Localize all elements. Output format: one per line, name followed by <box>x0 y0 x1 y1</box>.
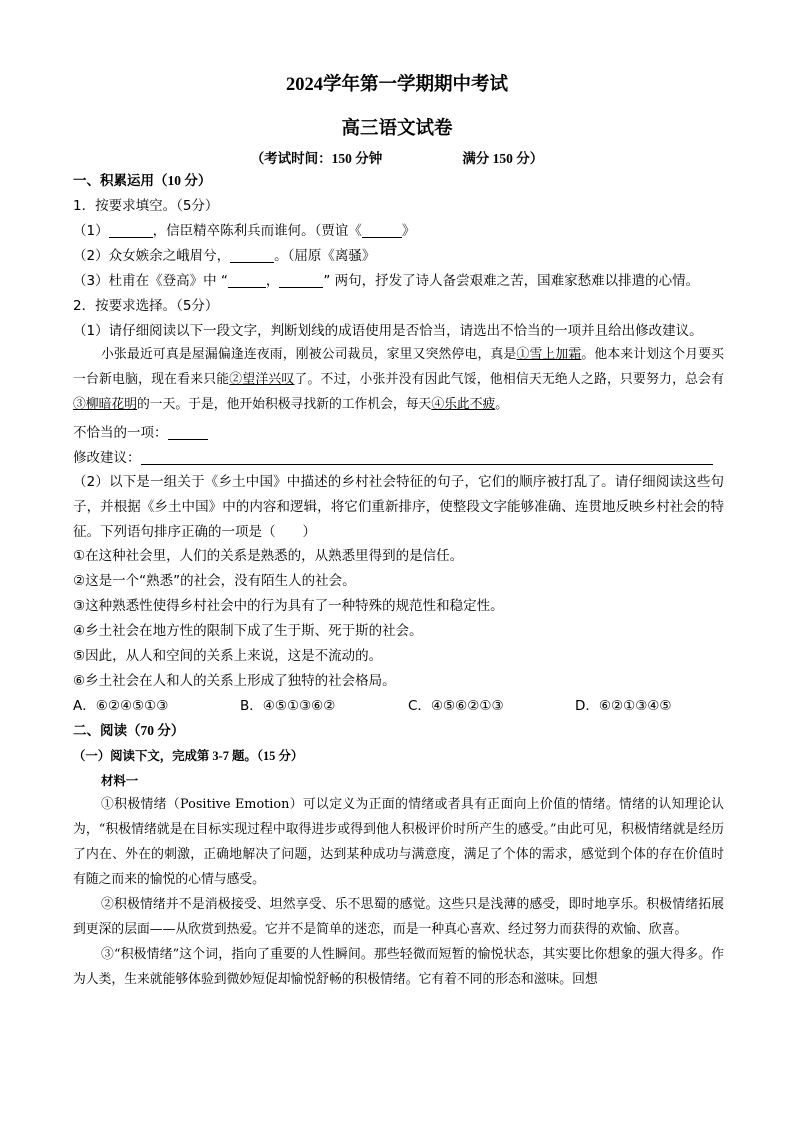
exam-time: （考试时间：150 分钟 <box>250 151 383 166</box>
sentence-6: ⑥乡土社会在人和人的关系上形成了独特的社会格局。 <box>73 673 396 689</box>
sentence-4: ④乡土社会在地方性的限制下成了生于斯、死于斯的社会。 <box>73 623 423 639</box>
option-d[interactable]: D．⑥②①③④⑤ <box>575 698 672 714</box>
q1-item1: （1） ，信臣精卒陈利兵而谁何。（贾谊《 》 <box>73 223 416 239</box>
paragraph-2: ②积极情绪并不是消极接受、坦然享受、乐不思蜀的感觉。这些只是浅薄的感受，即时地享乐。积极情绪拓展到更深的层面——从欣赏到热爱。它并不是简单的迷恋，而是一种真心喜欢、经过努力而获得的欢愉、欣喜。 <box>73 897 724 937</box>
idiom-1: ①雪上加霜 <box>516 347 582 361</box>
answer-blank[interactable] <box>168 425 208 440</box>
option-a[interactable]: A．⑥②④⑤①③ <box>73 698 169 714</box>
answer-blank[interactable] <box>141 450 713 465</box>
answer-blank[interactable] <box>109 223 153 238</box>
sentence-3: ③这种熟悉性使得乡村社会中的行为具有了一种特殊的规范性和稳定性。 <box>73 598 504 614</box>
material-label: 材料一 <box>101 774 139 788</box>
exam-title: 2024学年第一学期期中考试 <box>285 75 508 95</box>
material-passage <box>73 792 724 992</box>
q1-item3: （3）杜甫在《登高》中 “ ， ” 两句，抒发了诗人备尝艰难之苦，国难家愁难以排遣的心情。 <box>73 273 700 289</box>
answer-blank[interactable] <box>362 223 402 238</box>
paragraph-3: ③“积极情绪”这个词，指向了重要的人性瞬间。那些轻微而短暂的愉悦状态，其实要比你想象的强大得多。作为人类，生来就能够体验到微妙短促却愉悦舒畅的积极情绪。它有着不同的形态和滋味。回想 <box>73 947 724 987</box>
section1-heading: 一、积累运用（10 分） <box>73 173 212 188</box>
q2-part1-prompt: （1）请仔细阅读以下一段文字，判断划线的成语使用是否恰当，请选出不恰当的一项并且给出修改建议。 <box>73 323 703 339</box>
q1-prompt: 1．按要求填空。（5分） <box>73 198 219 214</box>
revise-line: 修改建议： <box>73 449 713 467</box>
q2-prompt: 2．按要求选择。（5分） <box>73 298 219 314</box>
idiom-2: ②望洋兴叹 <box>229 372 295 386</box>
q2-part2-prompt: （2）以下是一组关于《乡土中国》中描述的乡村社会特征的句子，它们的顺序被打乱了。请仔细阅读这些句子，并根据《乡土中国》中的内容和逻辑，将它们重新排序，使整段文字能够准确、连贯地反映乡村社会的特征。下列语句排序正确的一项是（ ） <box>73 474 724 540</box>
sentence-1: ①在这种社会里，人们的关系是熟悉的，从熟悉里得到的是信任。 <box>73 548 464 564</box>
answer-blank[interactable] <box>228 273 266 288</box>
option-c[interactable]: C．④⑤⑥②①③ <box>408 698 504 714</box>
q1-item2: （2）众女嫉余之峨眉兮， 。（屈原《离骚》 <box>73 248 376 264</box>
paragraph-1: ①积极情绪（Positive Emotion）可以定义为正面的情绪或者具有正面向上价值的情绪。情绪的认知理论认为，“积极情绪就是在目标实现过程中取得进步或得到他人积极评价时所产生的感受。”由此可见，积极情绪就是经历了内在、外在的刺激，正确地解决了问题，达到某种成功与满意度，满足了个体的需求，感觉到个体的存在价值时有随之而来的愉悦的心情与感受。 <box>73 797 724 887</box>
exam-score: 满分 150 分） <box>462 151 544 166</box>
idiom-3: ③柳暗花明 <box>73 397 137 411</box>
idiom-4: ④乐此不疲 <box>431 397 496 411</box>
section2-heading: 二、阅读（70 分） <box>73 723 185 738</box>
sentence-5: ⑤因此，从人和空间的关系上来说，这是不流动的。 <box>73 648 383 664</box>
wrong-item-line: 不恰当的一项： <box>73 424 208 442</box>
sentence-2: ②这是一个“熟悉”的社会，没有陌生人的社会。 <box>73 573 356 589</box>
idiom-passage: 小张最近可真是屋漏偏逢连夜雨，刚被公司裁员，家里又突然停电，真是①雪上加霜。他本来计划这个月要买一台新电脑，现在看来只能②望洋兴叹了。不过，小张并没有因此气馁，他相信天无绝人之路，只要努力，总会有③柳暗花明的一天。于是，他开始积极寻找新的工作机会，每天④乐此不疲。 <box>73 347 725 411</box>
section2-subheading: （一）阅读下文，完成第 3-7 题。（15 分） <box>73 749 304 763</box>
answer-blank[interactable] <box>279 273 323 288</box>
exam-subtitle: 高三语文试卷 <box>341 119 453 139</box>
option-b[interactable]: B．④⑤①③⑥② <box>240 698 336 714</box>
answer-blank[interactable] <box>230 248 274 263</box>
exam-info <box>0 147 794 167</box>
